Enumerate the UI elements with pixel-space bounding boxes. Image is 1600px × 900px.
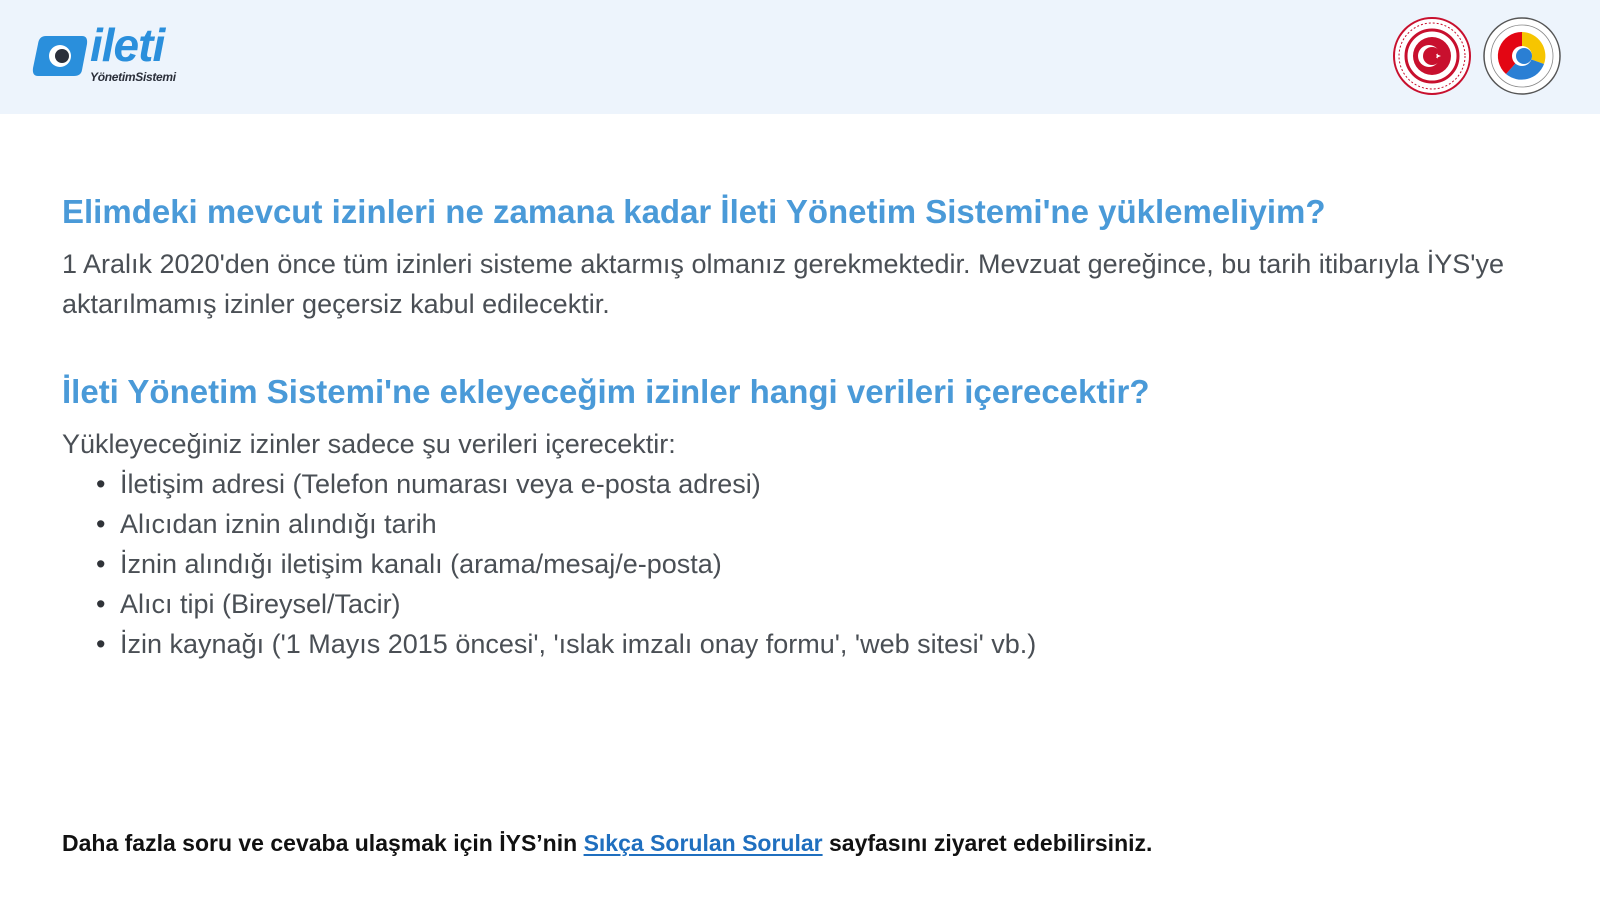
list-item — [62, 544, 1552, 584]
ileti-logo[interactable] — [32, 19, 192, 88]
footer-note — [62, 830, 1152, 857]
list-item-text: Alıcı tipi (Bireysel/Tacir) — [120, 589, 401, 619]
list-item-text: Alıcıdan iznin alındığı tarih — [120, 509, 437, 539]
faq-answer-1: 1 Aralık 2020'den önce tüm izinleri sisteme aktarmış olmanız gerekmektedir. Mevzuat gereğince, bu tarih itibarıyla İYS'ye aktarılmamış izinler geçersiz kabul edilecektir. — [62, 249, 1504, 319]
tobb-seal — [1482, 16, 1562, 96]
faq-content — [62, 190, 1552, 664]
footer-suffix: sayfasını ziyaret edebilirsiniz. — [828, 830, 1153, 856]
logo-subtitle: YönetimSistemi — [90, 70, 176, 84]
list-item-text: İznin alındığı iletişim kanalı (arama/mesaj/e-posta) — [120, 549, 722, 579]
faq-question-1: Elimdeki mevcut izinleri ne zamana kadar İleti Yönetim Sistemi'ne yüklemeliyim? — [62, 193, 1326, 230]
ministry-of-trade-seal — [1392, 16, 1472, 96]
list-item — [62, 504, 1552, 544]
faq-answer-2: Yükleyeceğiniz izinler sadece şu verileri içerecektir: — [62, 429, 676, 459]
list-item — [62, 584, 1552, 624]
list-item — [62, 464, 1552, 504]
bullet-icon: • — [96, 509, 106, 539]
bullet-icon: • — [96, 589, 106, 619]
list-item-text: İzin kaynağı ('1 Mayıs 2015 öncesi', 'ıslak imzalı onay formu', 'web sitesi' vb.) — [120, 629, 1037, 659]
list-item-text: İletişim adresi (Telefon numarası veya e-posta adresi) — [120, 469, 761, 499]
bullet-icon: • — [96, 629, 106, 659]
footer-prefix: Daha fazla soru ve cevaba ulaşmak için İYS’nin — [62, 830, 578, 856]
bullet-icon: • — [96, 549, 106, 579]
header-bar — [0, 0, 1600, 114]
bullet-icon: • — [96, 469, 106, 499]
faq-question-2: İleti Yönetim Sistemi'ne ekleyeceğim izinler hangi verileri içerecektir? — [62, 373, 1150, 410]
logo-word: ileti — [90, 19, 165, 71]
faq-answer-2-list — [62, 464, 1552, 664]
ileti-logo-icon — [32, 32, 90, 80]
list-item — [62, 624, 1552, 664]
faq-page-link[interactable]: Sıkça Sorulan Sorular — [583, 830, 823, 856]
